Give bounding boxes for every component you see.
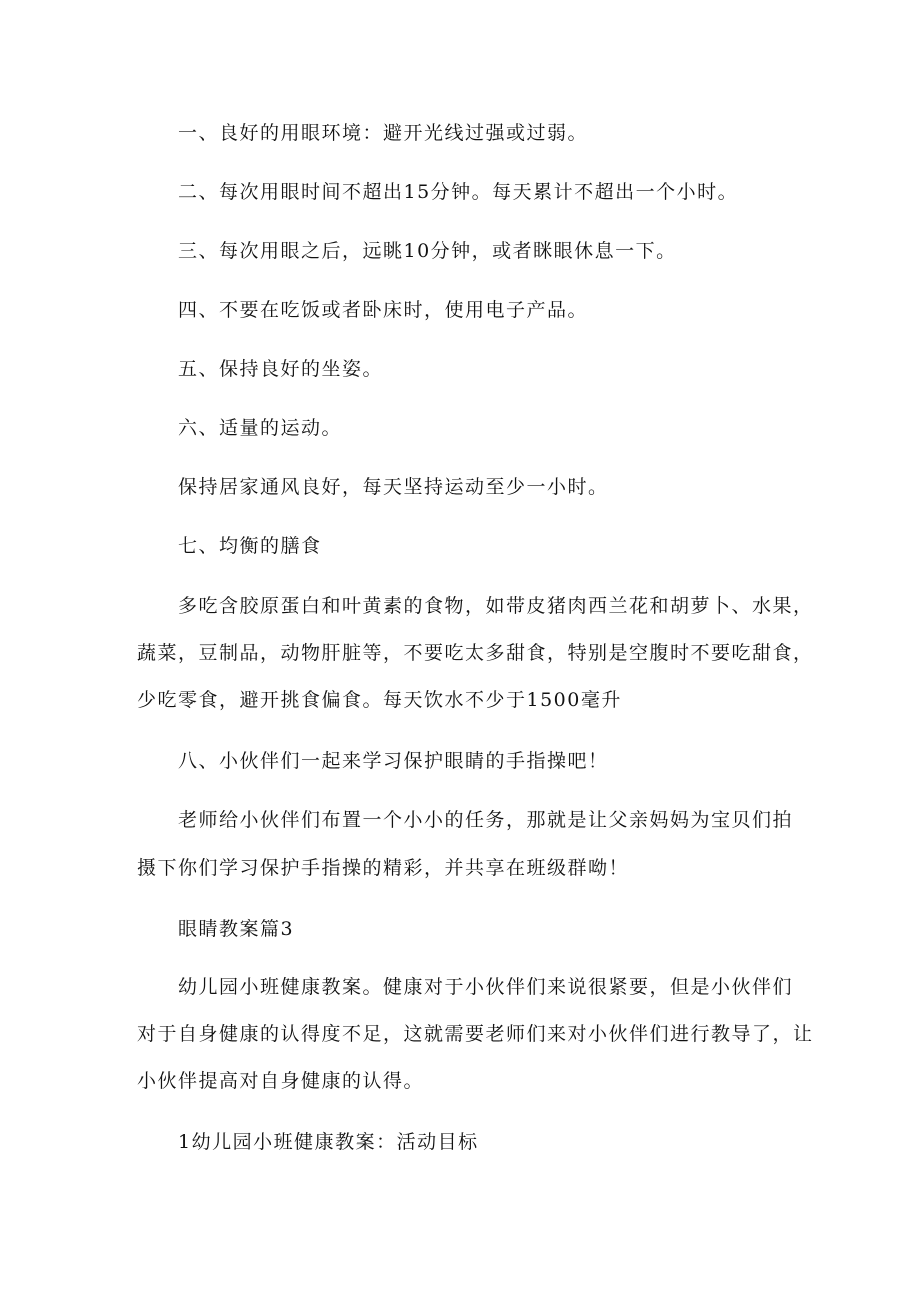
text-line-9: 多吃含胶原蛋白和叶黄素的食物，如带皮猪肉西兰花和胡萝卜、水果，	[178, 595, 814, 617]
text-line-7: 保持居家通风良好，每天坚持运动至少一小时。	[178, 476, 609, 498]
chapter-title: 眼睛教案篇3	[178, 918, 295, 940]
subsection-heading: 1幼儿园小班健康教案：活动目标	[178, 1131, 479, 1153]
text-line-13: 老师给小伙伴们布置一个小小的任务，那就是让父亲妈妈为宝贝们拍	[178, 809, 794, 831]
text-line-16: 幼儿园小班健康教案。健康对于小伙伴们来说很紧要，但是小伙伴们	[178, 976, 794, 998]
text-line-3: 三、每次用眼之后，远眺10分钟，或者眯眼休息一下。	[178, 240, 677, 262]
text-line-18: 小伙伴提高对自身健康的认得。	[137, 1070, 425, 1092]
text-line-1: 一、良好的用眼环境：避开光线过强或过弱。	[178, 122, 589, 144]
text-line-4: 四、不要在吃饭或者卧床时，使用电子产品。	[178, 299, 589, 321]
text-line-14: 摄下你们学习保护手指操的精彩，并共享在班级群呦！	[137, 857, 630, 879]
text-line-11: 少吃零食，避开挑食偏食。每天饮水不少于1500毫升	[137, 689, 622, 711]
section-heading-8: 八、小伙伴们一起来学习保护眼睛的手指操吧！	[178, 750, 609, 772]
text-line-17: 对于自身健康的认得度不足，这就需要老师们来对小伙伴们进行教导了，让	[137, 1023, 814, 1045]
text-line-5: 五、保持良好的坐姿。	[178, 358, 384, 380]
text-line-2: 二、每次用眼时间不超出15分钟。每天累计不超出一个小时。	[178, 181, 739, 203]
section-heading-7: 七、均衡的膳食	[178, 535, 322, 557]
text-line-6: 六、适量的运动。	[178, 417, 343, 439]
text-line-10: 蔬菜，豆制品，动物肝脏等，不要吃太多甜食，特别是空腹时不要吃甜食，	[137, 642, 814, 664]
